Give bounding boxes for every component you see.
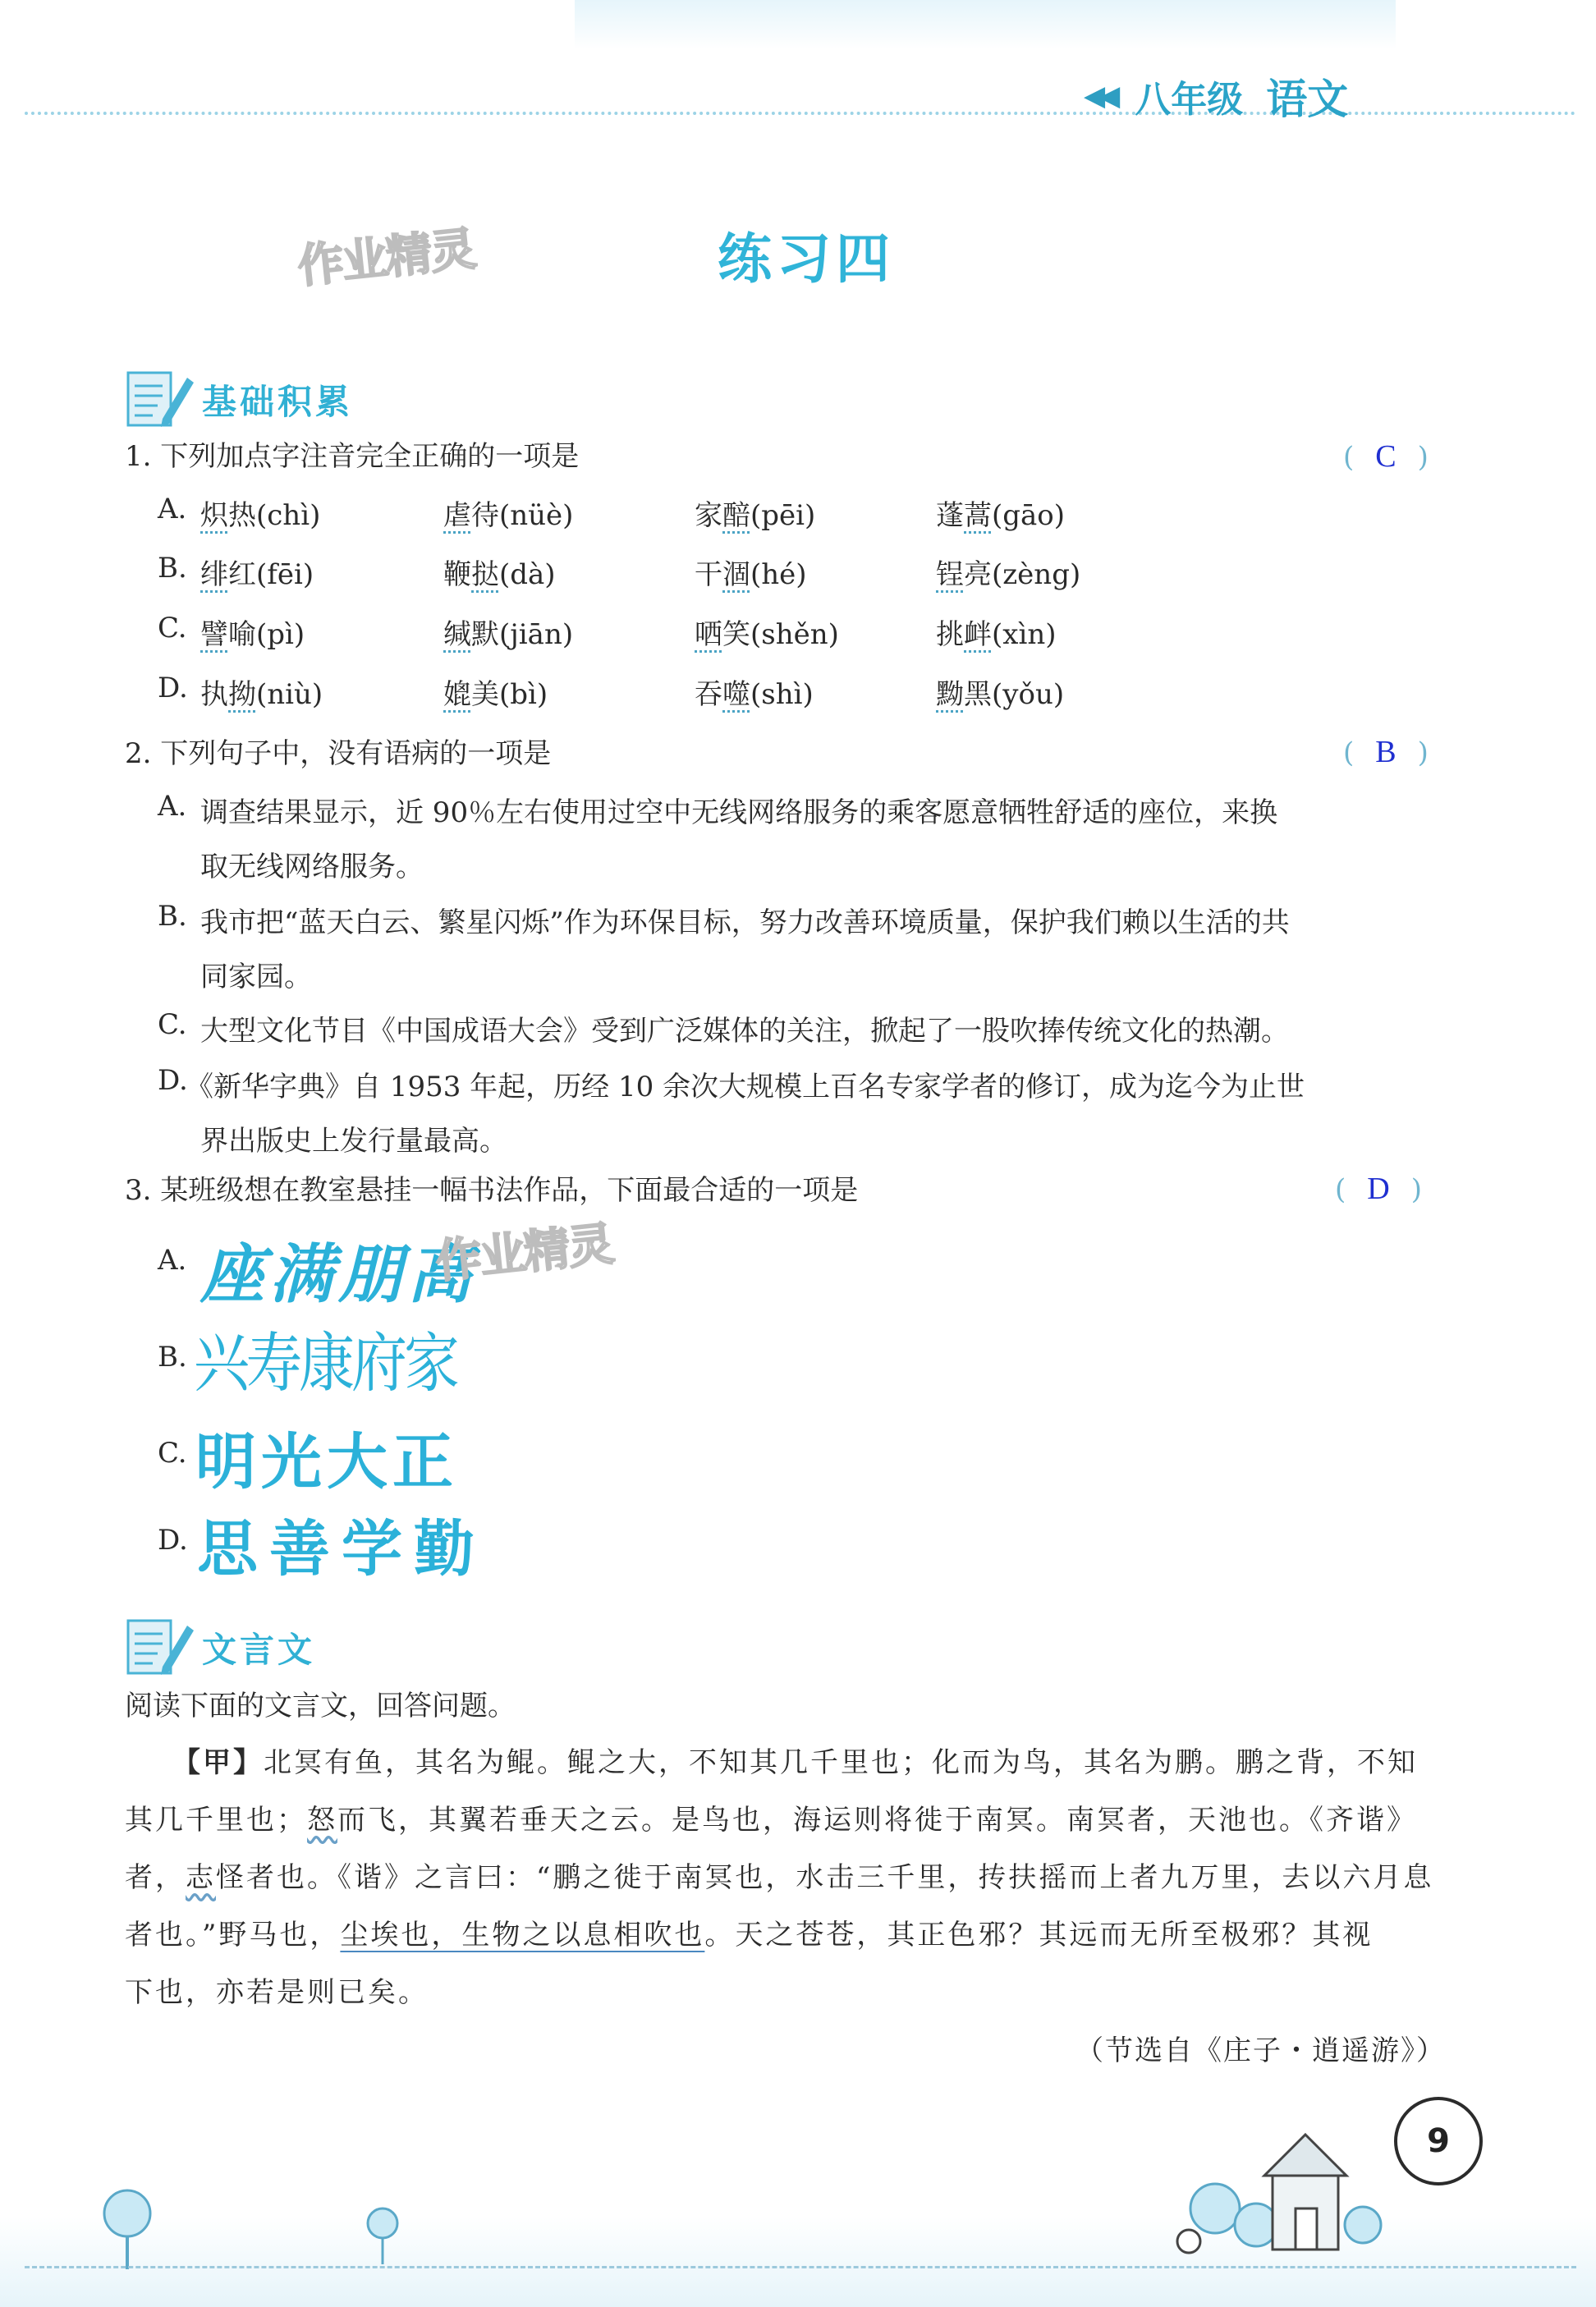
grade-label: 八年级 bbox=[1135, 79, 1244, 121]
watermark: 作业精灵 bbox=[295, 222, 478, 295]
option-label: D. bbox=[158, 672, 188, 704]
option-text-cont: 同家园。 bbox=[200, 961, 312, 993]
option-label: A. bbox=[158, 493, 187, 525]
answer-letter: C bbox=[1375, 439, 1396, 474]
option-text-cont: 取无线网络服务。 bbox=[200, 851, 424, 883]
option-text: 大型文化节目《中国成语大会》受到广泛媒体的关注，掀起了一股吹捧传统文化的热潮。 bbox=[200, 1015, 1289, 1048]
notebook-pencil-icon bbox=[125, 1616, 195, 1680]
calligraphy-a: 座满朋高 bbox=[200, 1237, 477, 1312]
option-label: A. bbox=[158, 790, 187, 823]
notebook-pencil-icon bbox=[125, 368, 195, 432]
calligraphy-b: 兴寿康府家 bbox=[194, 1326, 457, 1401]
house-scene-icon bbox=[1166, 2118, 1396, 2266]
section-heading-classical bbox=[125, 1616, 315, 1680]
option-word: 鞭挞(dà) bbox=[443, 558, 556, 591]
page-number: 9 bbox=[1394, 2097, 1483, 2185]
question-1-stem: 1. 下列加点字注音完全正确的一项是 bbox=[125, 440, 580, 473]
question-3-answer: ( D ) bbox=[1335, 1172, 1422, 1206]
passage-line: 下也，亦若是则已矣。 bbox=[125, 1976, 429, 2009]
option-word: 虐待(nüè) bbox=[443, 499, 574, 532]
header-wash bbox=[575, 0, 1396, 49]
passage-line: 者也。”野马也，尘埃也，生物之以息相吹也。天之苍苍，其正色邪？其远而无所至极邪？其视 bbox=[125, 1919, 1374, 1952]
page-title: 练习四 bbox=[718, 227, 895, 291]
option-word: 绯红(fēi) bbox=[200, 558, 314, 591]
option-label: D. bbox=[158, 1524, 188, 1557]
footer-divider bbox=[25, 2266, 1576, 2268]
option-word: 干涸(hé) bbox=[695, 558, 807, 591]
tree-icon bbox=[90, 2184, 164, 2274]
subject-label: 语文 bbox=[1266, 76, 1349, 123]
option-label: C. bbox=[158, 1008, 187, 1041]
reading-instruction: 阅读下面的文言文，回答问题。 bbox=[125, 1690, 516, 1722]
calligraphy-d: 思善学勤 bbox=[197, 1514, 486, 1585]
passage-line: 者，志怪者也。《谐》之言曰：“鹏之徙于南冥也，水击三千里，抟扶摇而上者九万里，去以六月息 bbox=[125, 1861, 1434, 1894]
option-text: 我市把“蓝天白云、繁星闪烁”作为环保目标，努力改善环境质量，保护我们赖以生活的共 bbox=[200, 906, 1290, 939]
question-1-answer: ( C ) bbox=[1343, 439, 1429, 474]
option-text: 调查结果显示，近 90％左右使用过空中无线网络服务的乘客愿意牺牲舒适的座位，来换 bbox=[200, 796, 1278, 829]
question-2-stem: 2. 下列句子中，没有语病的一项是 bbox=[125, 737, 552, 770]
option-label: C. bbox=[158, 612, 187, 644]
question-3-stem: 3. 某班级想在教室悬挂一幅书法作品，下面最合适的一项是 bbox=[125, 1174, 859, 1207]
passage-marker: 【甲】 bbox=[172, 1746, 264, 1779]
option-word: 执拗(niù) bbox=[200, 678, 323, 711]
passage-line: 【甲】北冥有鱼，其名为鲲。鲲之大，不知其几千里也；化而为鸟，其名为鹏。鹏之背，不知 bbox=[172, 1746, 1418, 1779]
option-label: B. bbox=[158, 552, 187, 585]
passage-source: （节选自《庄子・逍遥游》） bbox=[1075, 2034, 1446, 2067]
header-grade-subject bbox=[1084, 67, 1348, 125]
answer-letter: D bbox=[1367, 1172, 1390, 1206]
option-label: C. bbox=[158, 1437, 187, 1470]
option-word: 缄默(jiān) bbox=[443, 618, 574, 651]
option-word: 哂笑(shěn) bbox=[695, 618, 839, 651]
option-label: A. bbox=[158, 1244, 187, 1277]
section-heading-basics bbox=[125, 368, 353, 432]
section-label: 文言文 bbox=[202, 1630, 316, 1670]
option-word: 炽热(chì) bbox=[200, 499, 321, 532]
passage-line: 其几千里也；怒而飞，其翼若垂天之云。是鸟也，海运则将徙于南冥。南冥者，天池也。《齐谐》 bbox=[125, 1804, 1417, 1837]
option-word: 家醅(pēi) bbox=[695, 499, 816, 532]
option-word: 媲美(bì) bbox=[443, 678, 548, 711]
tree-icon bbox=[358, 2204, 407, 2269]
calligraphy-c: 明光大正 bbox=[195, 1427, 458, 1497]
section-label: 基础积累 bbox=[202, 382, 354, 422]
option-text-cont: 界出版史上发行量最高。 bbox=[200, 1125, 507, 1158]
option-word: 吞噬(shì) bbox=[695, 678, 814, 711]
option-label: D. bbox=[158, 1064, 188, 1097]
answer-letter: B bbox=[1375, 735, 1396, 769]
question-2-answer: ( B ) bbox=[1343, 735, 1429, 769]
option-word: 蓬蒿(gāo) bbox=[936, 499, 1066, 532]
double-triangle-icon: ◀◀ bbox=[1084, 80, 1114, 112]
option-word: 譬喻(pì) bbox=[200, 618, 305, 651]
option-word: 挑衅(xìn) bbox=[936, 618, 1057, 651]
option-label: B. bbox=[158, 1341, 187, 1374]
option-word: 锃亮(zèng) bbox=[936, 558, 1081, 591]
option-label: B. bbox=[158, 900, 187, 933]
option-word: 黝黑(yǒu) bbox=[936, 678, 1065, 711]
option-text: 《新华字典》自 1953 年起，历经 10 余次大规模上百名专家学者的修订，成为迄今为止世 bbox=[186, 1071, 1305, 1103]
watermark: 作业精灵 bbox=[433, 1217, 616, 1290]
